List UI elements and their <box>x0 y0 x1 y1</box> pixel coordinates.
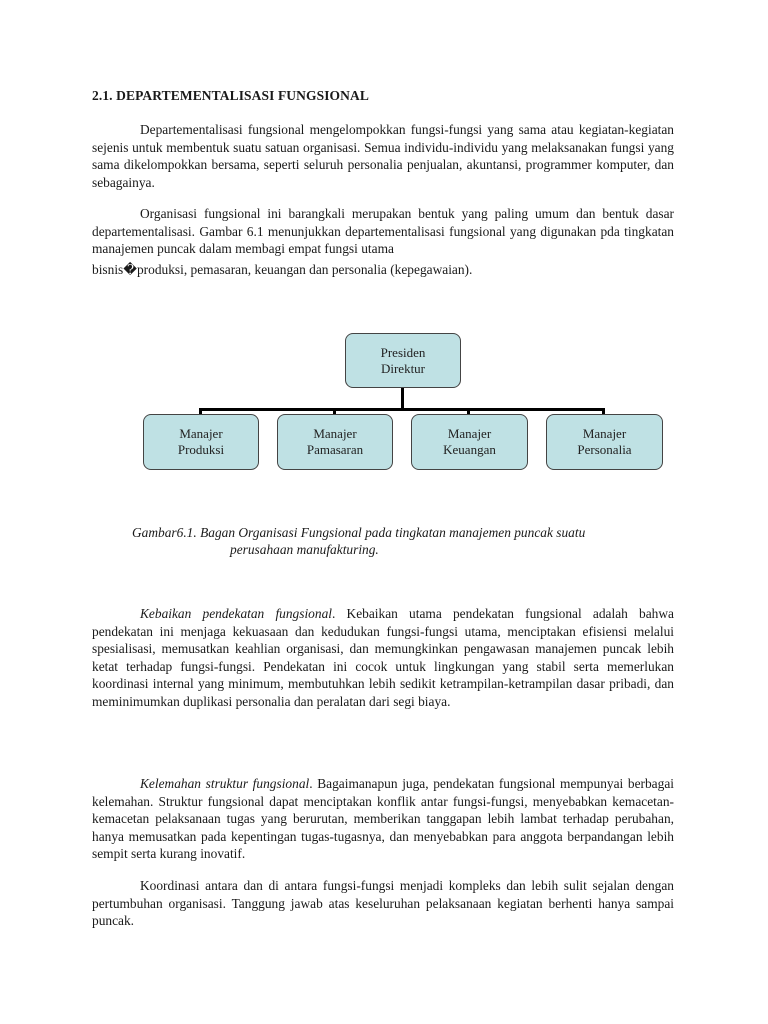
paragraph-advantages <box>92 605 674 711</box>
org-box-manajer-personalia <box>546 414 663 470</box>
figure-caption <box>132 524 674 558</box>
org-box-manajer-keuangan <box>411 414 528 470</box>
paragraph-coordination: Koordinasi antara dan di antara fungsi-fungsi menjadi kompleks dan lebih sulit sejalan dengan pertumbuhan organisasi. Tanggung jawab atas keseluruhan pelaksanaan kegiatan berhenti hanya sampai puncak. <box>92 878 674 929</box>
box-line-2: Keuangan <box>443 442 496 457</box>
box-line-1: Presiden <box>380 344 426 360</box>
box-line-1: Manajer <box>582 426 627 441</box>
caption-line-2: perusahaan manufakturing. <box>230 542 379 557</box>
weaknesses-lead: Kelemahan struktur fungsional <box>140 776 310 791</box>
org-chart <box>0 0 768 500</box>
caption-line-1: Gambar6.1. Bagan Organisasi Fungsional pada tingkatan manajemen puncak suatu <box>132 525 586 540</box>
connector-horizontal <box>199 408 605 411</box>
paragraph-definition: Departementalisasi fungsional mengelompokkan fungsi-fungsi yang sama atau kegiatan-kegiatan sejenis untuk membentuk suatu satuan organisasi. Semua individu-individu yang melaksanakan fungsi yang sama dikelompokkan bersama, seperti seluruh personalia penjualan, akuntansi, programmer komputer, dan sebagainya. <box>92 122 674 190</box>
org-box-presiden-direktur <box>345 333 461 388</box>
box-line-2: Direktur <box>380 360 426 376</box>
org-box-manajer-produksi <box>143 414 259 470</box>
advantages-text: . Kebaikan utama pendekatan fungsional adalah bahwa pendekatan ini menjaga kekuasaan dan kedudukan fungsi-fungsi utama, menciptakan efisiensi melalui spesialisasi, memusatkan keahlian organisasi, dan memungkinkan pengawasan manajemen puncak lebih ketat terhadap fungsi-fungsi. Pendekatan ini cocok untuk lingkungan yang stabil serta memerlukan koordinasi internal yang minimum, membutuhkan lebih sedikit ketrampilan-ketrampilan dasar pribadi, dan meminimumkan duplikasi personalia dan peralatan dari segi biaya. <box>92 606 674 709</box>
paragraph-last-line: bisnis�produksi, pemasaran, keuangan dan personalia (kepegawaian). <box>92 261 473 277</box>
box-line-1: Manajer <box>447 426 492 441</box>
box-line-2: Personalia <box>577 442 632 457</box>
connector-root-vertical <box>401 387 404 410</box>
box-line-1: Manajer <box>179 426 223 441</box>
section-heading: 2.1. DEPARTEMENTALISASI FUNGSIONAL <box>92 88 369 103</box>
box-line-2: Pamasaran <box>306 442 364 457</box>
paragraph-text: Organisasi fungsional ini barangkali merupakan bentuk yang paling umum dan bentuk dasar departementalisasi. Gambar 6.1 menunjukkan departementalisasi fungsional yang digunakan pda tingkatan manajemen puncak dalam membagi empat fungsi utama <box>92 206 674 257</box>
weaknesses-text: . Bagaimanapun juga, pendekatan fungsional mempunyai berbagai kelemahan. Struktur fungsional dapat menciptakan konflik antar fungsi-fungsi, menyebabkan kemacetan-kemacetan pelaksanaan tugas yang berurutan, memberikan tanggapan lebih lambat terhadap perubahan, hanya memusatkan pada kepentingan tugas-tugasnya, dan menyebabkan para anggota berpandangan lebih sempit serta kurang inovatif. <box>92 776 674 862</box>
advantages-lead: Kebaikan pendekatan fungsional <box>140 606 332 621</box>
org-box-manajer-pamasaran <box>277 414 393 470</box>
box-line-2: Produksi <box>177 442 225 457</box>
box-line-1: Manajer <box>313 426 357 441</box>
paragraph-weaknesses <box>92 775 674 863</box>
